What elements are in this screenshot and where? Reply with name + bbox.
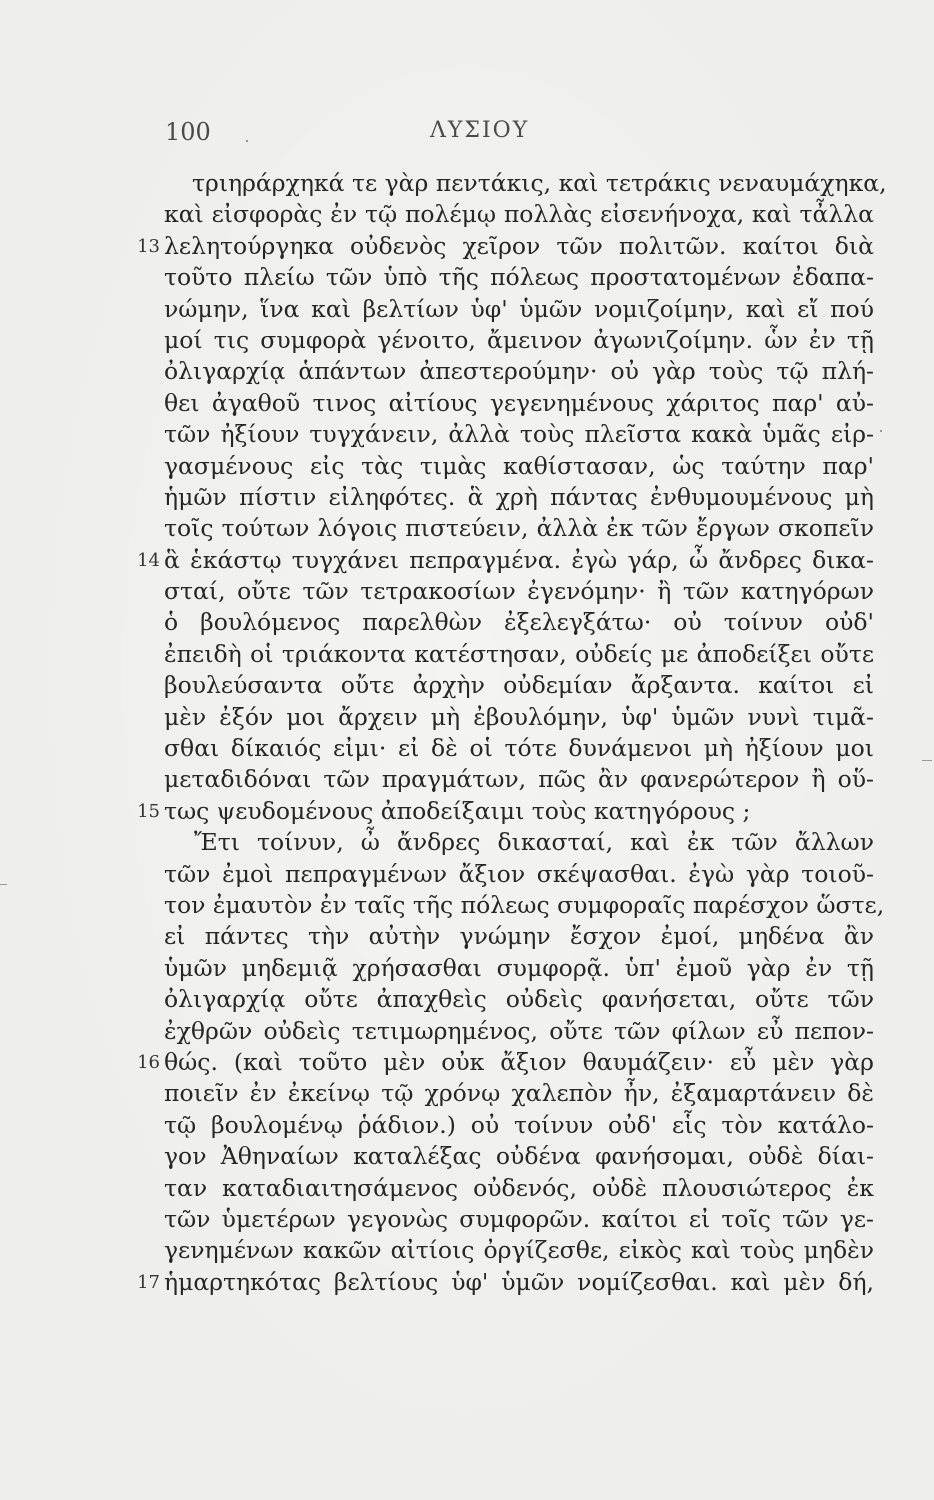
text-line: [0, 482, 934, 513]
text-line: [0, 639, 934, 670]
line-text: τον ἐμαυτὸν ἐν ταῖς τῆς πόλεως συμφοραῖς παρέσχον ὥστε,: [164, 890, 885, 919]
text-line: [0, 1016, 934, 1047]
section-number: 17: [137, 1271, 160, 1293]
text-line: [0, 388, 934, 419]
text-line: [0, 890, 934, 921]
paper-edge-mark: [922, 760, 932, 761]
page-header: [0, 118, 934, 152]
section-number: 15: [137, 800, 160, 822]
section-number: 16: [137, 1051, 160, 1073]
text-line: [0, 670, 934, 701]
line-text: θώς. (καὶ τοῦτο μὲν οὐκ ἄξιον θαυμάζειν· εὖ μὲν γὰρ: [164, 1047, 874, 1076]
text-line: [0, 168, 934, 199]
line-text: λελητούργηκα οὐδενὸς χεῖρον τῶν πολιτῶν. καίτοι διὰ: [164, 231, 874, 260]
line-text: θει ἀγαθοῦ τινος αἰτίους γεγενημένους χάριτος παρ' αὐ-: [164, 388, 874, 417]
text-line: [0, 764, 934, 795]
text-line: [0, 262, 934, 293]
text-line: [0, 231, 934, 262]
text-line: [0, 733, 934, 764]
text-line: [0, 1141, 934, 1172]
text-line: [0, 294, 934, 325]
text-line: [0, 1204, 934, 1235]
text-line: [0, 576, 934, 607]
line-text: βουλεύσαντα οὔτε ἀρχὴν οὐδεμίαν ἄρξαντα. καίτοι εἰ: [164, 671, 874, 700]
text-line: [0, 1078, 934, 1109]
line-text: ἐχθρῶν οὐδεὶς τετιμωρημένος, οὔτε τῶν φίλων εὖ πεπον-: [164, 1016, 874, 1045]
text-line: [0, 1047, 934, 1078]
line-text: τριηράρχηκά τε γὰρ πεντάκις, καὶ τετράκις νεναυμάχηκα,: [192, 169, 887, 197]
text-line: [0, 513, 934, 544]
line-text: ὑμῶν μηδεμιᾷ χρήσασθαι συμφορᾷ. ὑπ' ἐμοῦ γὰρ ἐν τῇ: [164, 953, 874, 982]
line-text: Ἔτι τοίνυν, ὦ ἄνδρες δικασταί, καὶ ἐκ τῶν ἄλλων: [194, 828, 874, 857]
line-text: ἡμῶν πίστιν εἰληφότες. ἃ χρὴ πάντας ἐνθυμουμένους μὴ: [164, 482, 874, 511]
text-line: [0, 1173, 934, 1204]
line-text: τῶν ἐμοὶ πεπραγμένων ἄξιον σκέψασθαι. ἐγὼ γὰρ τοιοῦ-: [164, 859, 874, 888]
text-line: [0, 199, 934, 230]
line-text: νώμην, ἵνα καὶ βελτίων ὑφ' ὑμῶν νομιζοίμην, καὶ εἴ πού: [164, 294, 874, 323]
body-text: [0, 168, 934, 1298]
line-text: ἃ ἑκάστῳ τυγχάνει πεπραγμένα. ἐγὼ γάρ, ὦ ἄνδρες δικα-: [164, 545, 874, 574]
text-line: [0, 1267, 934, 1298]
text-line: [0, 419, 934, 450]
line-text: τοῦτο πλείω τῶν ὑπὸ τῆς πόλεως προστατομένων ἐδαπα-: [164, 263, 874, 292]
text-line: [0, 1235, 934, 1266]
line-text: εἰ πάντες τὴν αὐτὴν γνώμην ἔσχον ἐμοί, μηδένα ἂν: [164, 922, 874, 951]
text-line: [0, 921, 934, 952]
line-text: ταν καταδιαιτησάμενος οὐδενός, οὐδὲ πλουσιώτερος ἐκ: [164, 1173, 874, 1202]
running-title: ΛΥΣΙΟΥ: [430, 118, 530, 143]
line-text: ἡμαρτηκότας βελτίους ὑφ' ὑμῶν νομίζεσθαι. καὶ μὲν δή,: [164, 1267, 874, 1296]
text-line: [0, 796, 934, 827]
text-line: [0, 545, 934, 576]
line-text: τῷ βουλομένῳ ῥάδιον.) οὐ τοίνυν οὐδ' εἷς τὸν κατάλο-: [164, 1110, 874, 1139]
line-text: τῶν ἠξίουν τυγχάνειν, ἀλλὰ τοὺς πλεῖστα κακὰ ὑμᾶς εἰρ-: [164, 420, 874, 449]
line-text: γον Ἀθηναίων καταλέξας οὐδένα φανήσομαι, οὐδὲ δίαι-: [164, 1142, 874, 1171]
line-text: καὶ εἰσφορὰς ἐν τῷ πολέμῳ πολλὰς εἰσενήνοχα, καὶ τἆλλα: [164, 200, 874, 229]
paper-edge-mark: [0, 884, 7, 885]
text-line: [0, 859, 934, 890]
text-line: [0, 451, 934, 482]
line-text: τοῖς τούτων λόγοις πιστεύειν, ἀλλὰ ἐκ τῶν ἔργων σκοπεῖν: [164, 514, 874, 543]
text-line: [0, 953, 934, 984]
line-text: γασμένους εἰς τὰς τιμὰς καθίστασαν, ὡς ταύτην παρ': [164, 451, 874, 480]
text-line: [0, 984, 934, 1015]
text-line: [0, 1110, 934, 1141]
line-text: μὲν ἐξόν μοι ἄρχειν μὴ ἐβουλόμην, ὑφ' ὑμῶν νυνὶ τιμᾶ-: [164, 702, 874, 731]
line-text: ἐπειδὴ οἱ τριάκοντα κατέστησαν, οὐδείς με ἀποδείξει οὔτε: [164, 639, 874, 668]
line-text: γενημένων κακῶν αἰτίοις ὀργίζεσθε, εἰκὸς καὶ τοὺς μηδὲν: [164, 1236, 874, 1265]
section-number: 13: [137, 235, 160, 257]
text-line: [0, 702, 934, 733]
section-number: 14: [137, 549, 160, 571]
line-text: σταί, οὔτε τῶν τετρακοσίων ἐγενόμην· ἢ τῶν κατηγόρων: [164, 577, 874, 606]
text-line: [0, 827, 934, 858]
text-line: [0, 325, 934, 356]
line-text: μεταδιδόναι τῶν πραγμάτων, πῶς ἂν φανερώτερον ἢ οὕ-: [164, 765, 874, 794]
line-text: ὀλιγαρχίᾳ ἁπάντων ἀπεστερούμην· οὐ γὰρ τοὺς τῷ πλή-: [164, 357, 874, 386]
line-text: σθαι δίκαιός εἰμι· εἰ δὲ οἱ τότε δυνάμενοι μὴ ἠξίουν μοι: [164, 734, 874, 763]
line-text: τως ψευδομένους ἀποδείξαιμι τοὺς κατηγόρους ;: [164, 796, 751, 825]
line-text: μοί τις συμφορὰ γένοιτο, ἄμεινον ἀγωνιζοίμην. ὧν ἐν τῇ: [164, 325, 874, 354]
paper-speck: [880, 430, 882, 432]
line-text: τῶν ὑμετέρων γεγονὼς συμφορῶν. καίτοι εἰ τοῖς τῶν γε-: [164, 1204, 874, 1233]
line-text: ποιεῖν ἐν ἐκείνῳ τῷ χρόνῳ χαλεπὸν ἦν, ἐξαμαρτάνειν δὲ: [164, 1079, 874, 1108]
text-line: [0, 356, 934, 387]
paper-speck: [246, 140, 248, 142]
text-line: [0, 607, 934, 638]
line-text: ὀλιγαρχίᾳ οὔτε ἀπαχθεὶς οὐδεὶς φανήσεται, οὔτε τῶν: [164, 985, 874, 1014]
page-number: 100: [165, 118, 211, 146]
line-text: ὁ βουλόμενος παρελθὼν ἐξελεγξάτω· οὐ τοίνυν οὐδ': [164, 608, 874, 637]
